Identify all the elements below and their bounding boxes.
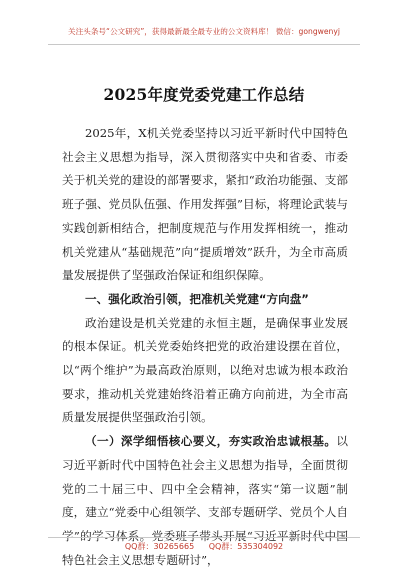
document-body bbox=[62, 122, 348, 572]
qq-group-1: QQ群：30265665 bbox=[124, 542, 195, 551]
intro-paragraph: 2025年，X机关党委坚持以习近平新时代中国特色社会主义思想为指导，深入贯彻落实中央和省委、市委关于机关党的建设的部署要求，紧扣“政治功能强、支部班子强、党员队伍强、作用发挥强”目标，将理论武装与实践创新相结合，把制度规范与作用发挥相统一，推动机关党建从“基础规范”向“提质增效”跃升，为全市高质量发展提供了坚强政治保证和组织保障。 bbox=[62, 126, 348, 283]
footer-divider bbox=[48, 537, 360, 538]
section-heading: 一、强化政治引领，把准机关党建“方向盘” bbox=[85, 291, 309, 306]
header-divider bbox=[48, 44, 360, 45]
qq-group-2: QQ群：535304092 bbox=[208, 542, 284, 551]
section-paragraph: 政治建设是机关党建的永恒主题，是确保事业发展的根本保证。机关党委始终把党的政治建设摆在首位，以“两个维护”为最高政治原则，以绝对忠诚为根本政治要求，推动机关党建始终沿着正确方向前进，为全市高质量发展提供坚强政治引领。 bbox=[62, 315, 348, 425]
subsection-text: 以习近平新时代中国特色社会主义思想为指导，全面贯彻党的二十届三中、四中全会精神，落实“第一议题”制度，建立“党委中心组领学、支部专题研学、党员个人自学”的学习体系。党委班子带头开展“习近平新时代中国特色社会主义思想专题研讨”， bbox=[62, 434, 348, 567]
document-title: 2025年度党委党建工作总结 bbox=[103, 85, 305, 104]
header-notice: 关注头条号“公文研究”，获得最新最全最专业的公文资料库！ 微信：gongwenyj bbox=[68, 27, 340, 36]
subsection-heading: （一）深学细悟核心要义，夯实政治忠诚根基。 bbox=[85, 434, 337, 449]
page-footer bbox=[0, 541, 408, 552]
page-header bbox=[0, 0, 408, 56]
